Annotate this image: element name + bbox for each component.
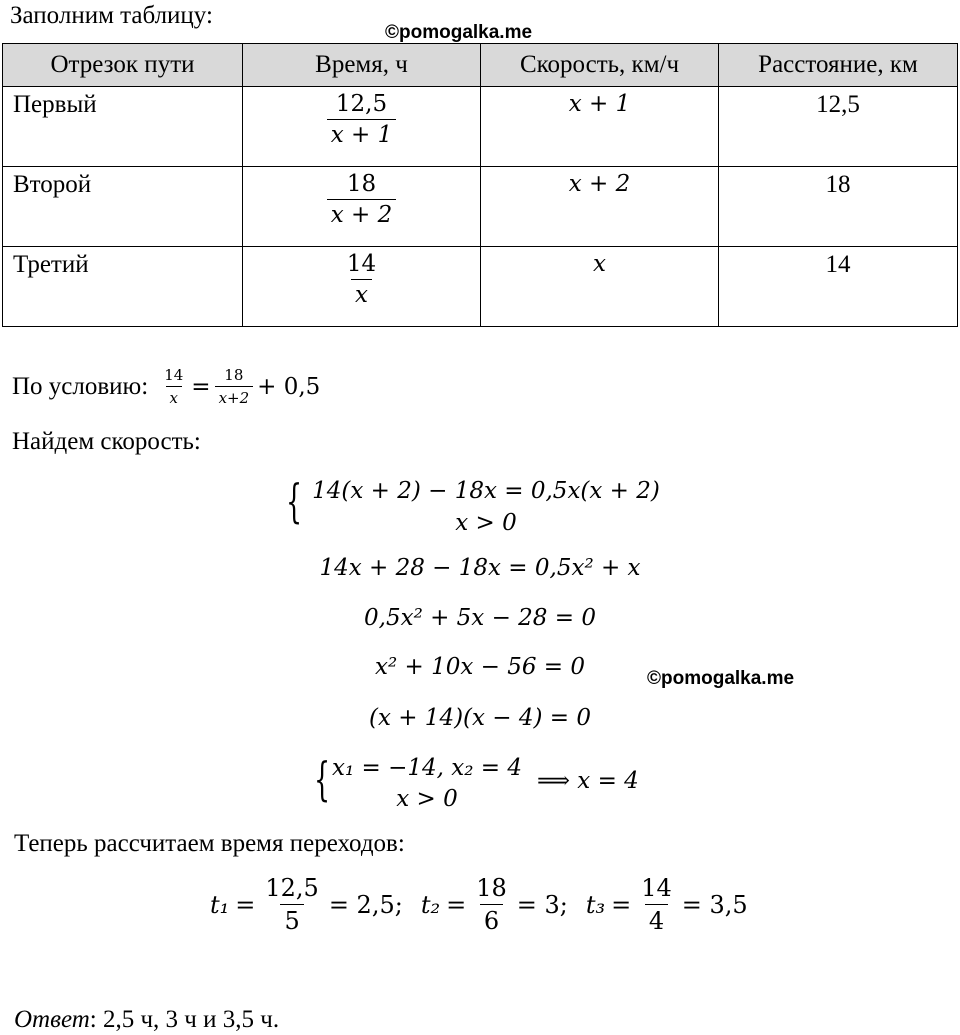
fraction-numerator: 12,5 [265,874,319,902]
equation-text: (x + 14)(x − 4) = 0 [368,705,592,731]
answer-line [14,1006,279,1034]
cell-distance [719,87,958,167]
fraction-numerator: 18 [476,874,507,902]
cell-time [243,87,481,167]
cell-time [243,247,481,327]
cell-segment: Второй [3,167,243,247]
data-table [2,43,958,327]
fraction-numerator: 14 [164,366,184,384]
time-fraction [261,874,322,935]
equation-text: ⟹ x = 4 [537,768,639,794]
fraction-numerator: 18 [224,366,244,384]
table-row [3,247,958,327]
time-fraction [637,874,676,935]
times-line [210,874,748,935]
left-brace-icon: { [286,474,303,528]
equation-text: x² + 10x − 56 = 0 [374,654,585,680]
cell-speed [481,167,719,247]
table-header-row [3,44,958,87]
equals-sign: = [611,890,632,919]
condition-lhs-fraction [160,366,187,407]
fraction-denominator: x + 2 [327,199,397,228]
equation-text: 0,5x² + 5x − 28 = 0 [364,605,596,631]
equation-text: 14(x + 2) − 18x = 0,5x(x + 2) [312,478,660,504]
condition-rhs-fraction [215,366,254,407]
step-equation [280,705,680,731]
speed-value: x + 2 [568,171,631,197]
equals-sign: = [235,890,256,919]
table-row [3,167,958,247]
equation-text: 14x + 28 − 18x = 0,5x² + x [319,555,641,581]
equals-sign: = [446,890,467,919]
fraction-denominator: 6 [480,904,503,935]
time-variable: t₂ [420,890,441,919]
fraction-denominator: x [166,386,182,407]
time-value: = 3,5 [681,890,748,919]
header-segment: Отрезок пути [3,44,243,87]
speed-value: x [593,251,606,277]
cell-speed [481,247,719,327]
distance-value: 18 [825,171,851,198]
table-row [3,87,958,167]
speed-value: x + 1 [568,91,631,117]
condition-label: По условию: [12,372,149,400]
system2-line2 [324,786,530,812]
system1-line1 [300,478,672,504]
fraction-numerator: 12,5 [335,91,388,117]
watermark-top: ©pomogalka.me [385,22,533,43]
time-fraction [327,91,397,148]
system1-line2 [300,510,672,536]
cell-segment: Третий [3,247,243,327]
fraction-denominator: x+2 [215,386,254,407]
intro-text: Заполним таблицу: [10,2,213,29]
fraction-denominator: x [351,279,372,308]
time-fraction [472,874,511,935]
distance-value: 14 [825,251,851,278]
equals-sign: = [191,373,211,400]
header-time: Время, ч [243,44,481,87]
header-speed: Скорость, км/ч [481,44,719,87]
time-fraction [327,171,397,228]
time-variable: t₁ [210,890,230,919]
fraction-denominator: 4 [645,904,668,935]
time-variable: t₃ [585,890,606,919]
cell-segment: Первый [3,87,243,167]
cell-distance [719,167,958,247]
cell-speed [481,87,719,167]
fraction-numerator: 14 [641,874,672,902]
cell-distance [719,247,958,327]
answer-text: : 2,5 ч, 3 ч и 3,5 ч. [89,1006,280,1033]
equation-text: x > 0 [396,786,458,812]
left-brace-icon: { [314,752,331,806]
system2-result [537,768,639,794]
find-speed-text: Найдем скорость: [12,428,201,455]
equation-text: x > 0 [455,510,517,536]
step-equation [280,555,680,581]
equation-text: x₁ = −14, x₂ = 4 [332,755,522,781]
watermark-middle: ©pomogalka.me [647,668,795,689]
answer-label: Ответ [14,1006,90,1033]
times-intro-text: Теперь рассчитаем время переходов: [14,830,405,857]
step-equation [280,654,680,680]
time-value: = 2,5; [328,890,403,919]
header-distance: Расстояние, км [719,44,958,87]
system2-line1 [324,755,530,781]
fraction-denominator: x + 1 [327,119,397,148]
fraction-numerator: 18 [346,171,377,197]
distance-value: 12,5 [816,91,860,118]
cell-time [243,167,481,247]
time-value: = 3; [516,890,568,919]
step-equation [280,605,680,631]
fraction-denominator: 5 [280,904,303,935]
condition-line [12,366,320,407]
fraction-numerator: 14 [346,251,377,277]
time-fraction [343,251,380,308]
condition-tail: + 0,5 [257,373,321,400]
